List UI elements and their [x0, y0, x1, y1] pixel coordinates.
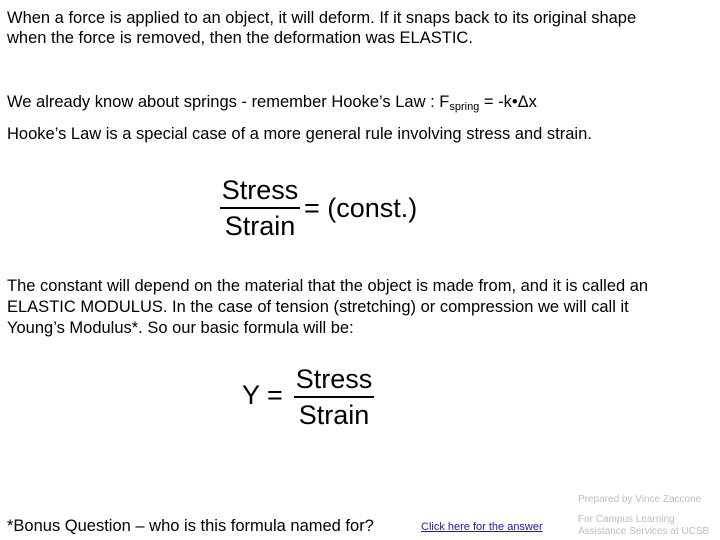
modulus-line-2: ELASTIC MODULUS. In the case of tension (stretching) or compression we will call it — [7, 298, 629, 316]
fraction-bar — [220, 207, 300, 209]
bonus-question: *Bonus Question – who is this formula named for? — [7, 517, 374, 535]
answer-link[interactable]: Click here for the answer — [421, 521, 543, 533]
equation2-numerator: Stress — [295, 364, 373, 394]
spring-subscript: spring — [449, 101, 480, 113]
prepared-by: Prepared by Vince Zaccone — [578, 494, 702, 505]
credit-line-2: Assistance Services at UCSB — [578, 526, 710, 537]
intro-line-2: when the force is removed, then the deformation was ELASTIC. — [7, 29, 473, 47]
intro-line-1: When a force is applied to an object, it will deform. If it snaps back to its original shape — [7, 9, 637, 27]
stress-strain-equation — [218, 175, 428, 240]
hookes-law-prefix: We already know about springs - remember Hooke’s Law : F — [7, 93, 450, 111]
equation1-rhs: = (const.) — [304, 193, 418, 223]
fraction-bar — [294, 396, 374, 398]
general-rule-line: Hooke’s Law is a special case of a more general rule involving stress and strain. — [7, 125, 592, 143]
equation2-lhs: Y = — [242, 380, 283, 410]
youngs-modulus-equation — [242, 364, 382, 429]
credit-line-1: For Campus Learning — [578, 514, 675, 525]
equation1-numerator: Stress — [221, 175, 299, 205]
equation1-denominator: Strain — [224, 211, 296, 241]
hookes-law-suffix: = -k•Δx — [479, 93, 537, 111]
modulus-line-3: Young’s Modulus*. So our basic formula will be: — [7, 319, 354, 337]
hookes-law-line — [7, 92, 537, 117]
modulus-line-1: The constant will depend on the material that the object is made from, and it is called an — [7, 277, 649, 295]
equation2-denominator: Strain — [298, 400, 370, 430]
